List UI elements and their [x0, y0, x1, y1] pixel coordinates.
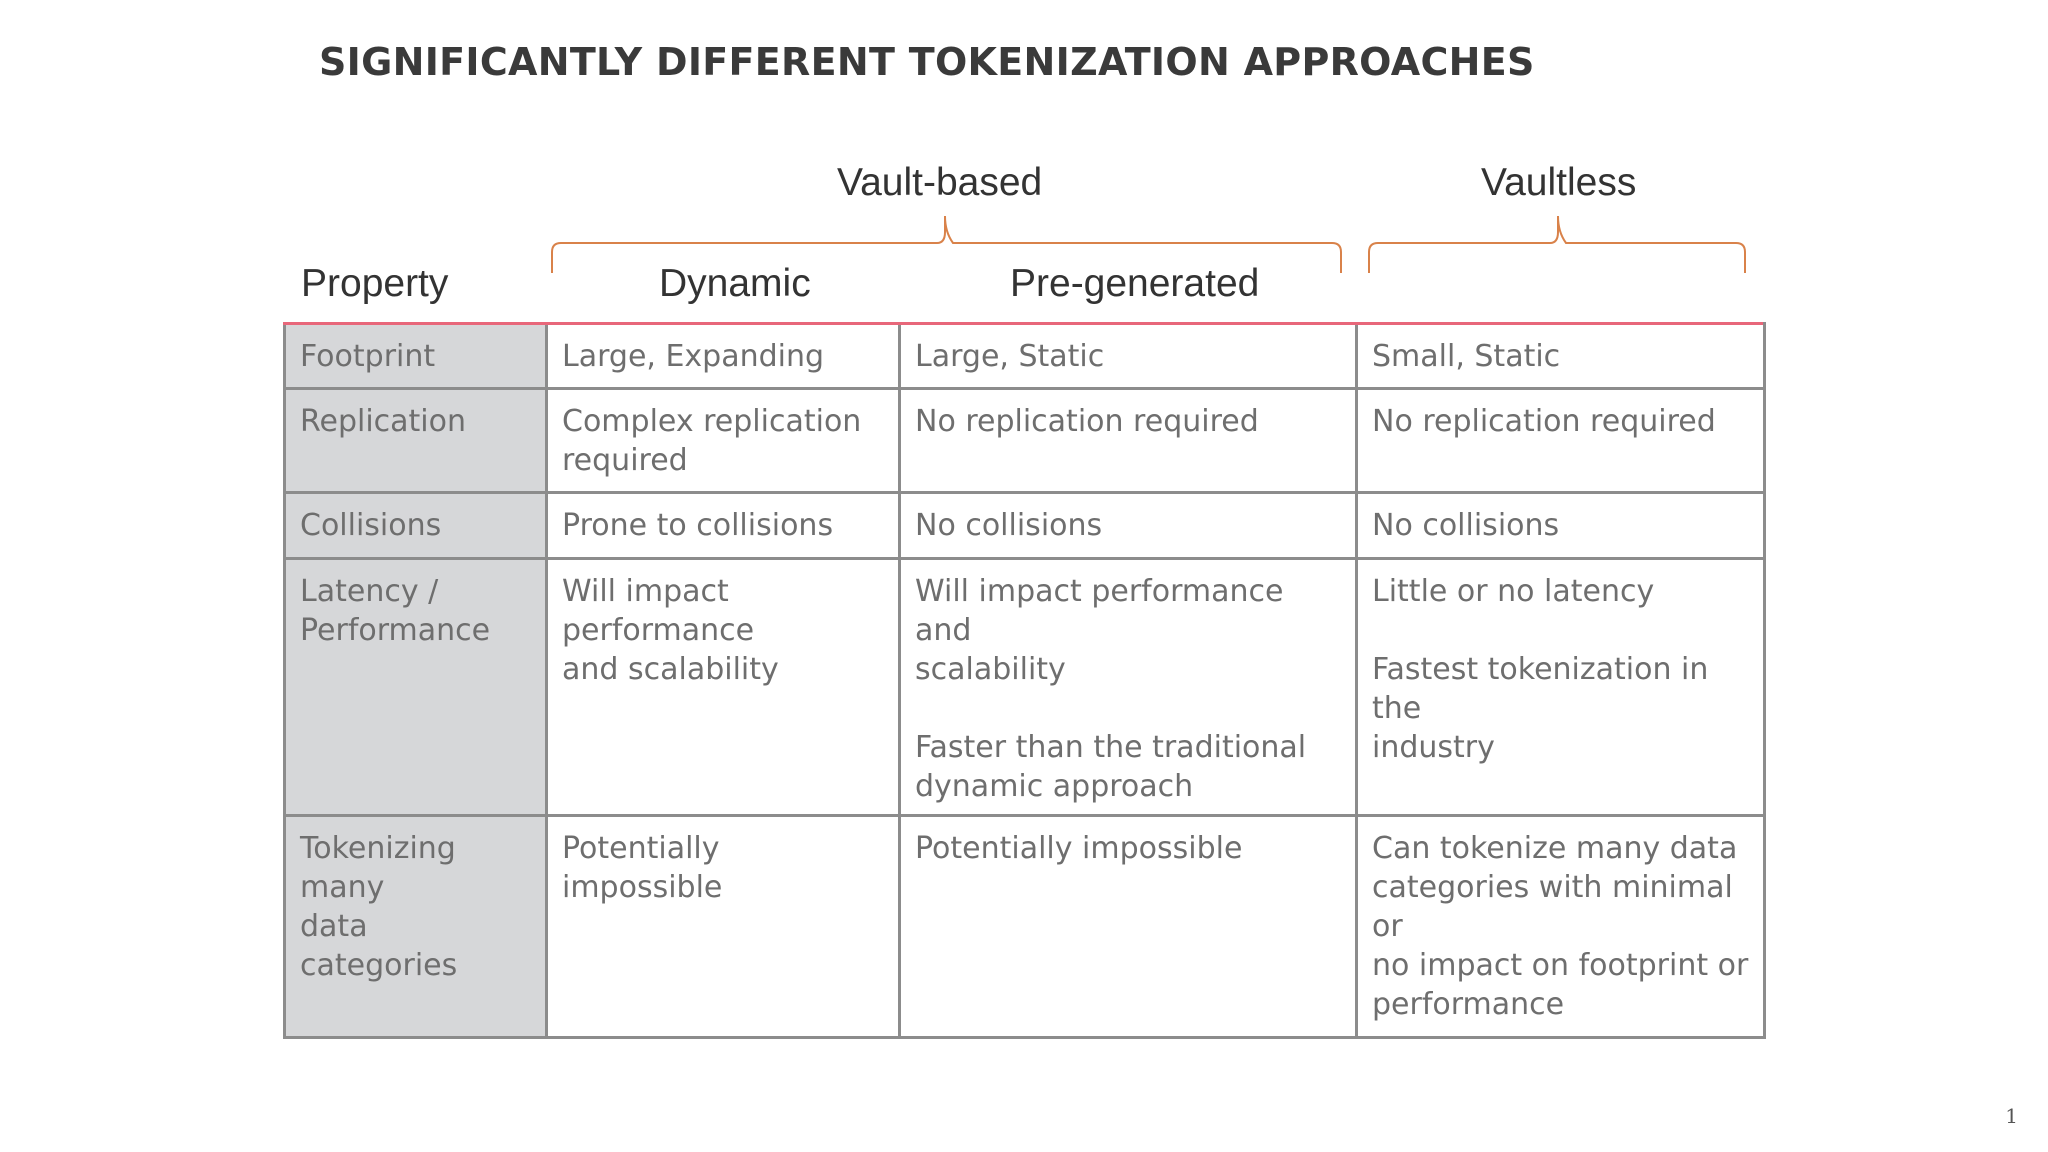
cell-text: Large, Static [915, 339, 1105, 374]
group-label-vault-based: Vault-based [837, 161, 1043, 204]
cell-text: Can tokenize many data categories with minimal or no impact on footprint or performance [1372, 831, 1749, 1022]
pregenerated-cell [900, 559, 1357, 816]
cell-text: Faster than the traditional dynamic approach [915, 730, 1307, 804]
pregenerated-cell [900, 324, 1357, 389]
cell-text: Latency / Performance [300, 574, 491, 648]
page-number: 1 [2005, 1104, 2018, 1128]
cell-text: Potentially impossible [915, 831, 1243, 866]
cell-text: Complex replication required [562, 404, 862, 478]
vaultless-brace [0, 0, 2048, 300]
property-cell [285, 816, 547, 1038]
cell-text: Footprint [300, 339, 436, 374]
pregenerated-cell [900, 816, 1357, 1038]
table-row [285, 816, 1765, 1038]
property-cell [285, 493, 547, 559]
column-header-property: Property [301, 262, 449, 305]
cell-text: Small, Static [1372, 339, 1561, 374]
table-row [285, 324, 1765, 389]
cell-text: Fastest tokenization in the industry [1372, 652, 1709, 765]
cell-text: Will impact performance and scalability [915, 574, 1284, 687]
group-label-vaultless: Vaultless [1481, 161, 1637, 204]
dynamic-cell [547, 324, 900, 389]
table-row [285, 559, 1765, 816]
vaultless-cell [1357, 324, 1765, 389]
cell-text: Will impact performance and scalability [562, 574, 779, 687]
cell-text: No replication required [915, 404, 1259, 439]
cell-text: Tokenizing many data categories [300, 831, 458, 983]
property-cell [285, 324, 547, 389]
table-row [285, 389, 1765, 493]
property-cell [285, 389, 547, 493]
cell-text: Potentially impossible [562, 831, 723, 905]
table-row [285, 493, 1765, 559]
cell-text: Large, Expanding [562, 339, 825, 374]
vaultless-cell [1357, 559, 1765, 816]
dynamic-cell [547, 816, 900, 1038]
cell-text: Little or no latency [1372, 574, 1655, 609]
cell-text: Prone to collisions [562, 508, 834, 543]
comparison-table [283, 322, 1763, 1022]
vaultless-cell [1357, 389, 1765, 493]
cell-text: Replication [300, 404, 467, 439]
cell-text: No collisions [1372, 508, 1560, 543]
property-cell [285, 559, 547, 816]
dynamic-cell [547, 559, 900, 816]
dynamic-cell [547, 389, 900, 493]
cell-text: No replication required [1372, 404, 1716, 439]
cell-text: Collisions [300, 508, 442, 543]
table-header-accent [283, 322, 1763, 325]
pregenerated-cell [900, 389, 1357, 493]
vaultless-cell [1357, 816, 1765, 1038]
cell-text: No collisions [915, 508, 1103, 543]
slide-title: SIGNIFICANTLY DIFFERENT TOKENIZATION APPROACHES [319, 40, 1535, 84]
column-header-pregenerated: Pre-generated [1010, 262, 1260, 305]
column-header-dynamic: Dynamic [659, 262, 811, 305]
pregenerated-cell [900, 493, 1357, 559]
vaultless-cell [1357, 493, 1765, 559]
dynamic-cell [547, 493, 900, 559]
